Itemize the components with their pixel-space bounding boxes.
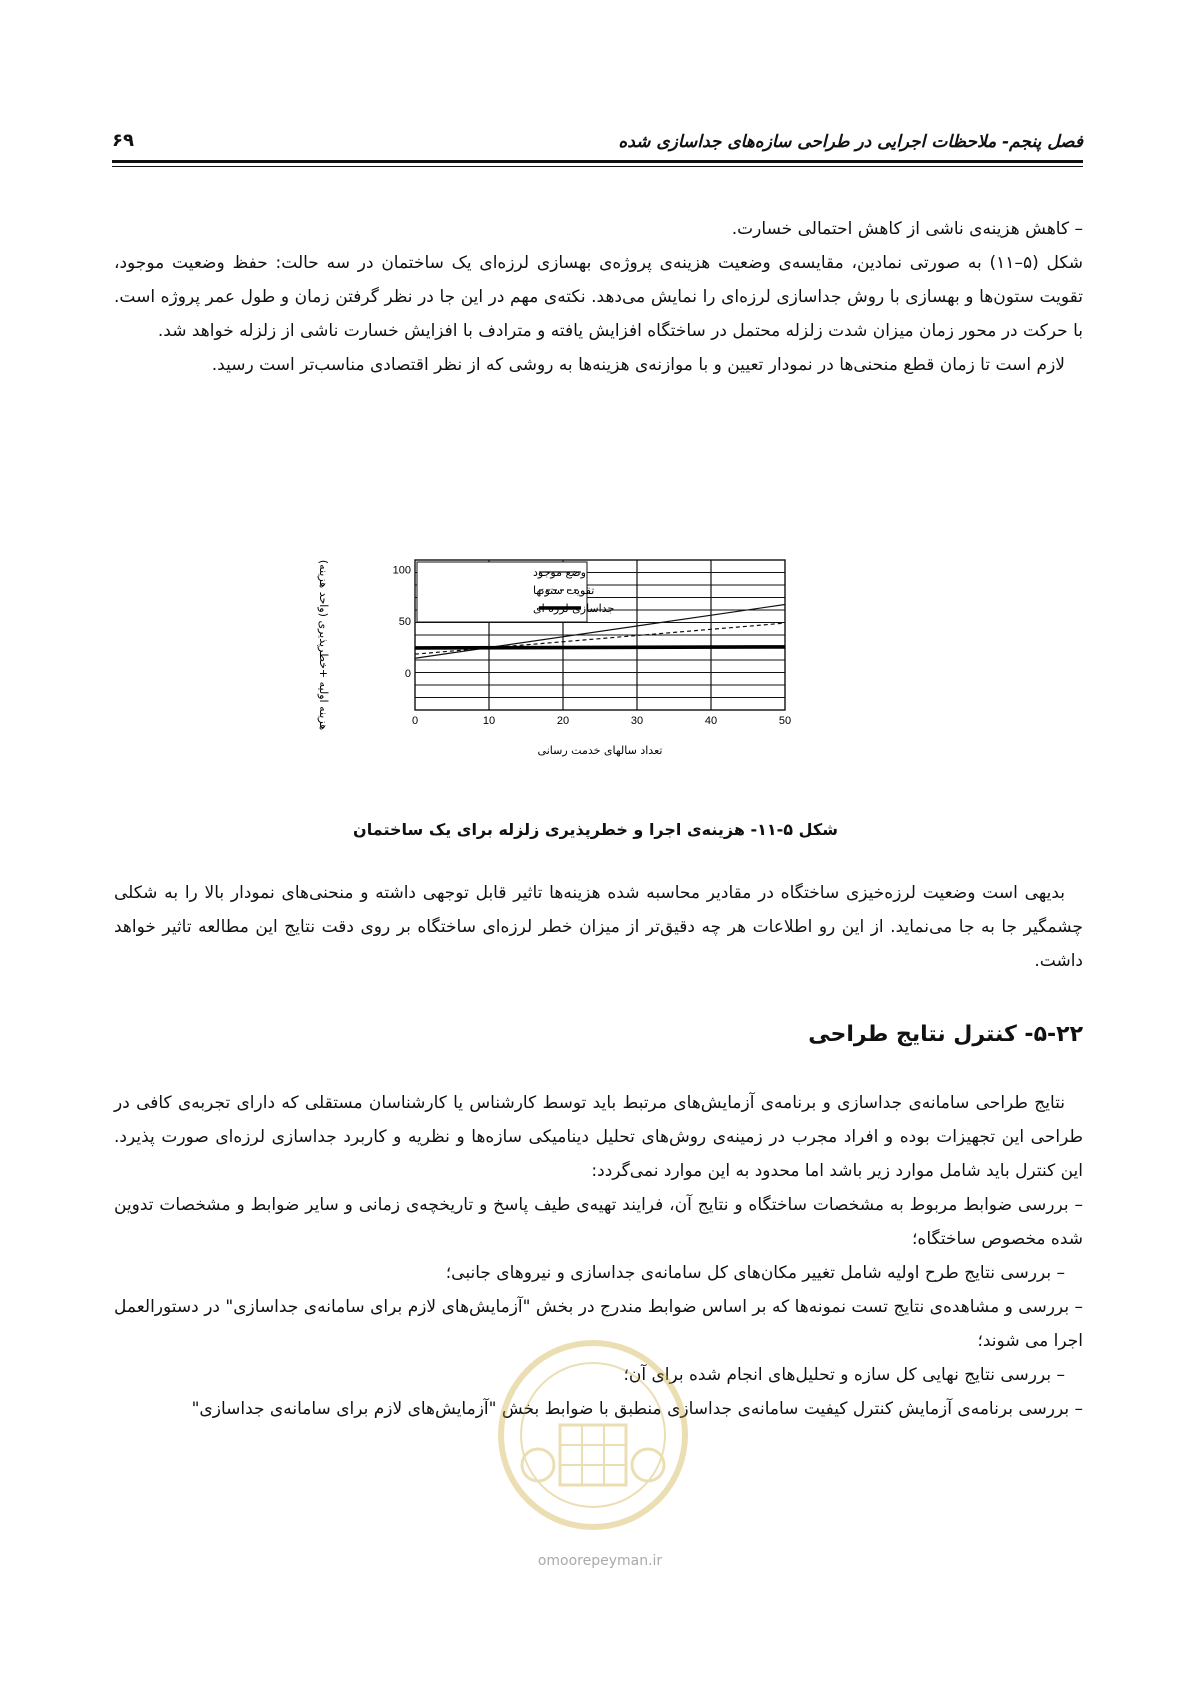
y-tick-label: 50: [398, 616, 411, 629]
intro-paragraph-2: لازم است تا زمان قطع منحنی‌ها در نمودار تعیین و با موازنه‌ی هزینه‌ها به روشی که از نظر اقتصادی مناسب‌تر است رسید.: [211, 355, 1065, 375]
section-bullet-3: – بررسی و مشاهده‌ی نتایج تست نمونه‌ها که بر اساس ضوابط مندرج در بخش "آزمایش‌های لازم برای سامانه‌ی جداسازی" در دستورالعمل اجرا می شوند؛: [114, 1297, 1083, 1351]
section-bullet-4: – بررسی نتایج نهایی کل سازه و تحلیل‌های انجام شده برای آن؛: [623, 1365, 1065, 1385]
x-tick-label: 30: [630, 715, 644, 727]
after-figure-block: [114, 876, 1083, 978]
section-bullet-5: – بررسی برنامه‌ی آزمایش کنترل کیفیت سامانه‌ی جداسازی منطبق با ضوابط بخش "آزمایش‌های لازم برای سامانه‌ی جداسازی": [191, 1399, 1083, 1419]
chart-x-label: تعداد سالهای خدمت رسانی: [537, 744, 663, 757]
section-bullet-1: – بررسی ضوابط مربوط به مشخصات ساختگاه و نتایج آن، فرایند تهیه‌ی طیف پاسخ و تاریخچه‌ی زمانی و سایر ضوابط و مشخصات تدوین شده مخصوص ساختگاه؛: [114, 1195, 1083, 1249]
after-figure-paragraph: بدیهی است وضعیت لرزه‌خیزی ساختگاه در مقادیر محاسبه شده هزینه‌ها تاثیر قابل توجهی داشته و منحنی‌های نمودار بالا را به شکلی چشمگیر جا به جا می‌نماید. از این رو اطلاعات هر چه دقیق‌تر از میزان خطر لرزه‌ای ساختگاه بر روی دقت نتایج این مطالعه تاثیر خواهد داشت.: [114, 883, 1083, 971]
legend-label-3: جداسازی لرزه ای: [533, 602, 615, 615]
chart-legend: [417, 562, 614, 622]
section-paragraph: نتایج طراحی سامانه‌ی جداسازی و برنامه‌ی آزمایش‌های مرتبط باید توسط کارشناس یا کارشناسان مستقلی که دارای تجربه‌ی کافی در طراحی این تجهیزات بوده و افراد مجرب در زمینه‌ی روش‌های تحلیل دینامیکی سازه‌ها و نظریه و کاربرد جداسازی لرزه‌ای صورت پذیرد. این کنترل باید شامل موارد زیر باشد اما محدود به این موارد نمی‌گردد:: [114, 1093, 1083, 1181]
x-tick-label: 20: [556, 715, 570, 727]
chart-y-label: هزینه اولیه +خطرپذیری (واحد هزینه): [317, 559, 330, 731]
y-tick-label: 100: [392, 564, 411, 577]
header-rule-thick: [112, 160, 1083, 163]
watermark-seal: [488, 1335, 698, 1535]
watermark-url: omoorepeyman.ir: [537, 1553, 663, 1569]
intro-paragraph-1: شکل (۵–۱۱) به صورتی نمادین، مقایسه‌ی وضعیت هزینه‌ی پروژه‌ی بهسازی لرزه‌ای یک ساختمان در سه حالت: حفظ وضعیت موجود، تقویت ستون‌ها و بهسازی با روش جداسازی لرزه‌ای را نمایش می‌دهد. نکته‌ی مهم در این جا در نظر گرفتن زمان و طول عمر پروژه است. با حرکت در محور زمان میزان شدت زلزله محتمل در ساختگاه افزایش یافته و مترادف با افزایش خسارت ناشی از زلزله خواهد شد.: [114, 253, 1084, 341]
section-bullet-2: – بررسی نتایج طرح اولیه شامل تغییر مکان‌های کل سامانه‌ی جداسازی و نیروهای جانبی؛: [445, 1263, 1065, 1283]
x-tick-label: 10: [482, 715, 496, 727]
series-line-3: [415, 647, 785, 648]
intro-block: [114, 212, 1083, 382]
section-heading: ۵-۲۲- کنترل نتایج طراحی: [808, 1022, 1083, 1047]
intro-bullet: – کاهش هزینه‌ی ناشی از کاهش احتمالی خسارت.: [731, 219, 1083, 239]
running-header: [112, 130, 1083, 160]
page-number: ۶۹: [112, 130, 134, 151]
legend-label-2: تقویت ستونها: [533, 584, 595, 597]
y-tick-label: 0: [404, 667, 411, 680]
x-tick-label: 40: [704, 715, 718, 727]
legend-label-1: وضع موجود: [533, 566, 586, 579]
x-tick-label: 50: [778, 715, 792, 727]
x-tick-label: 0: [411, 715, 419, 727]
figure-caption: شکل ۵-۱۱- هزینه‌ی اجرا و خطرپذیری زلزله برای یک ساختمان: [353, 820, 838, 839]
chart-svg: [317, 520, 880, 820]
header-rule-thin: [112, 166, 1083, 167]
chapter-title: فصل پنجم- ملاحظات اجرایی در طراحی سازه‌های جداسازی شده: [618, 132, 1083, 152]
figure-chart: [317, 520, 880, 820]
